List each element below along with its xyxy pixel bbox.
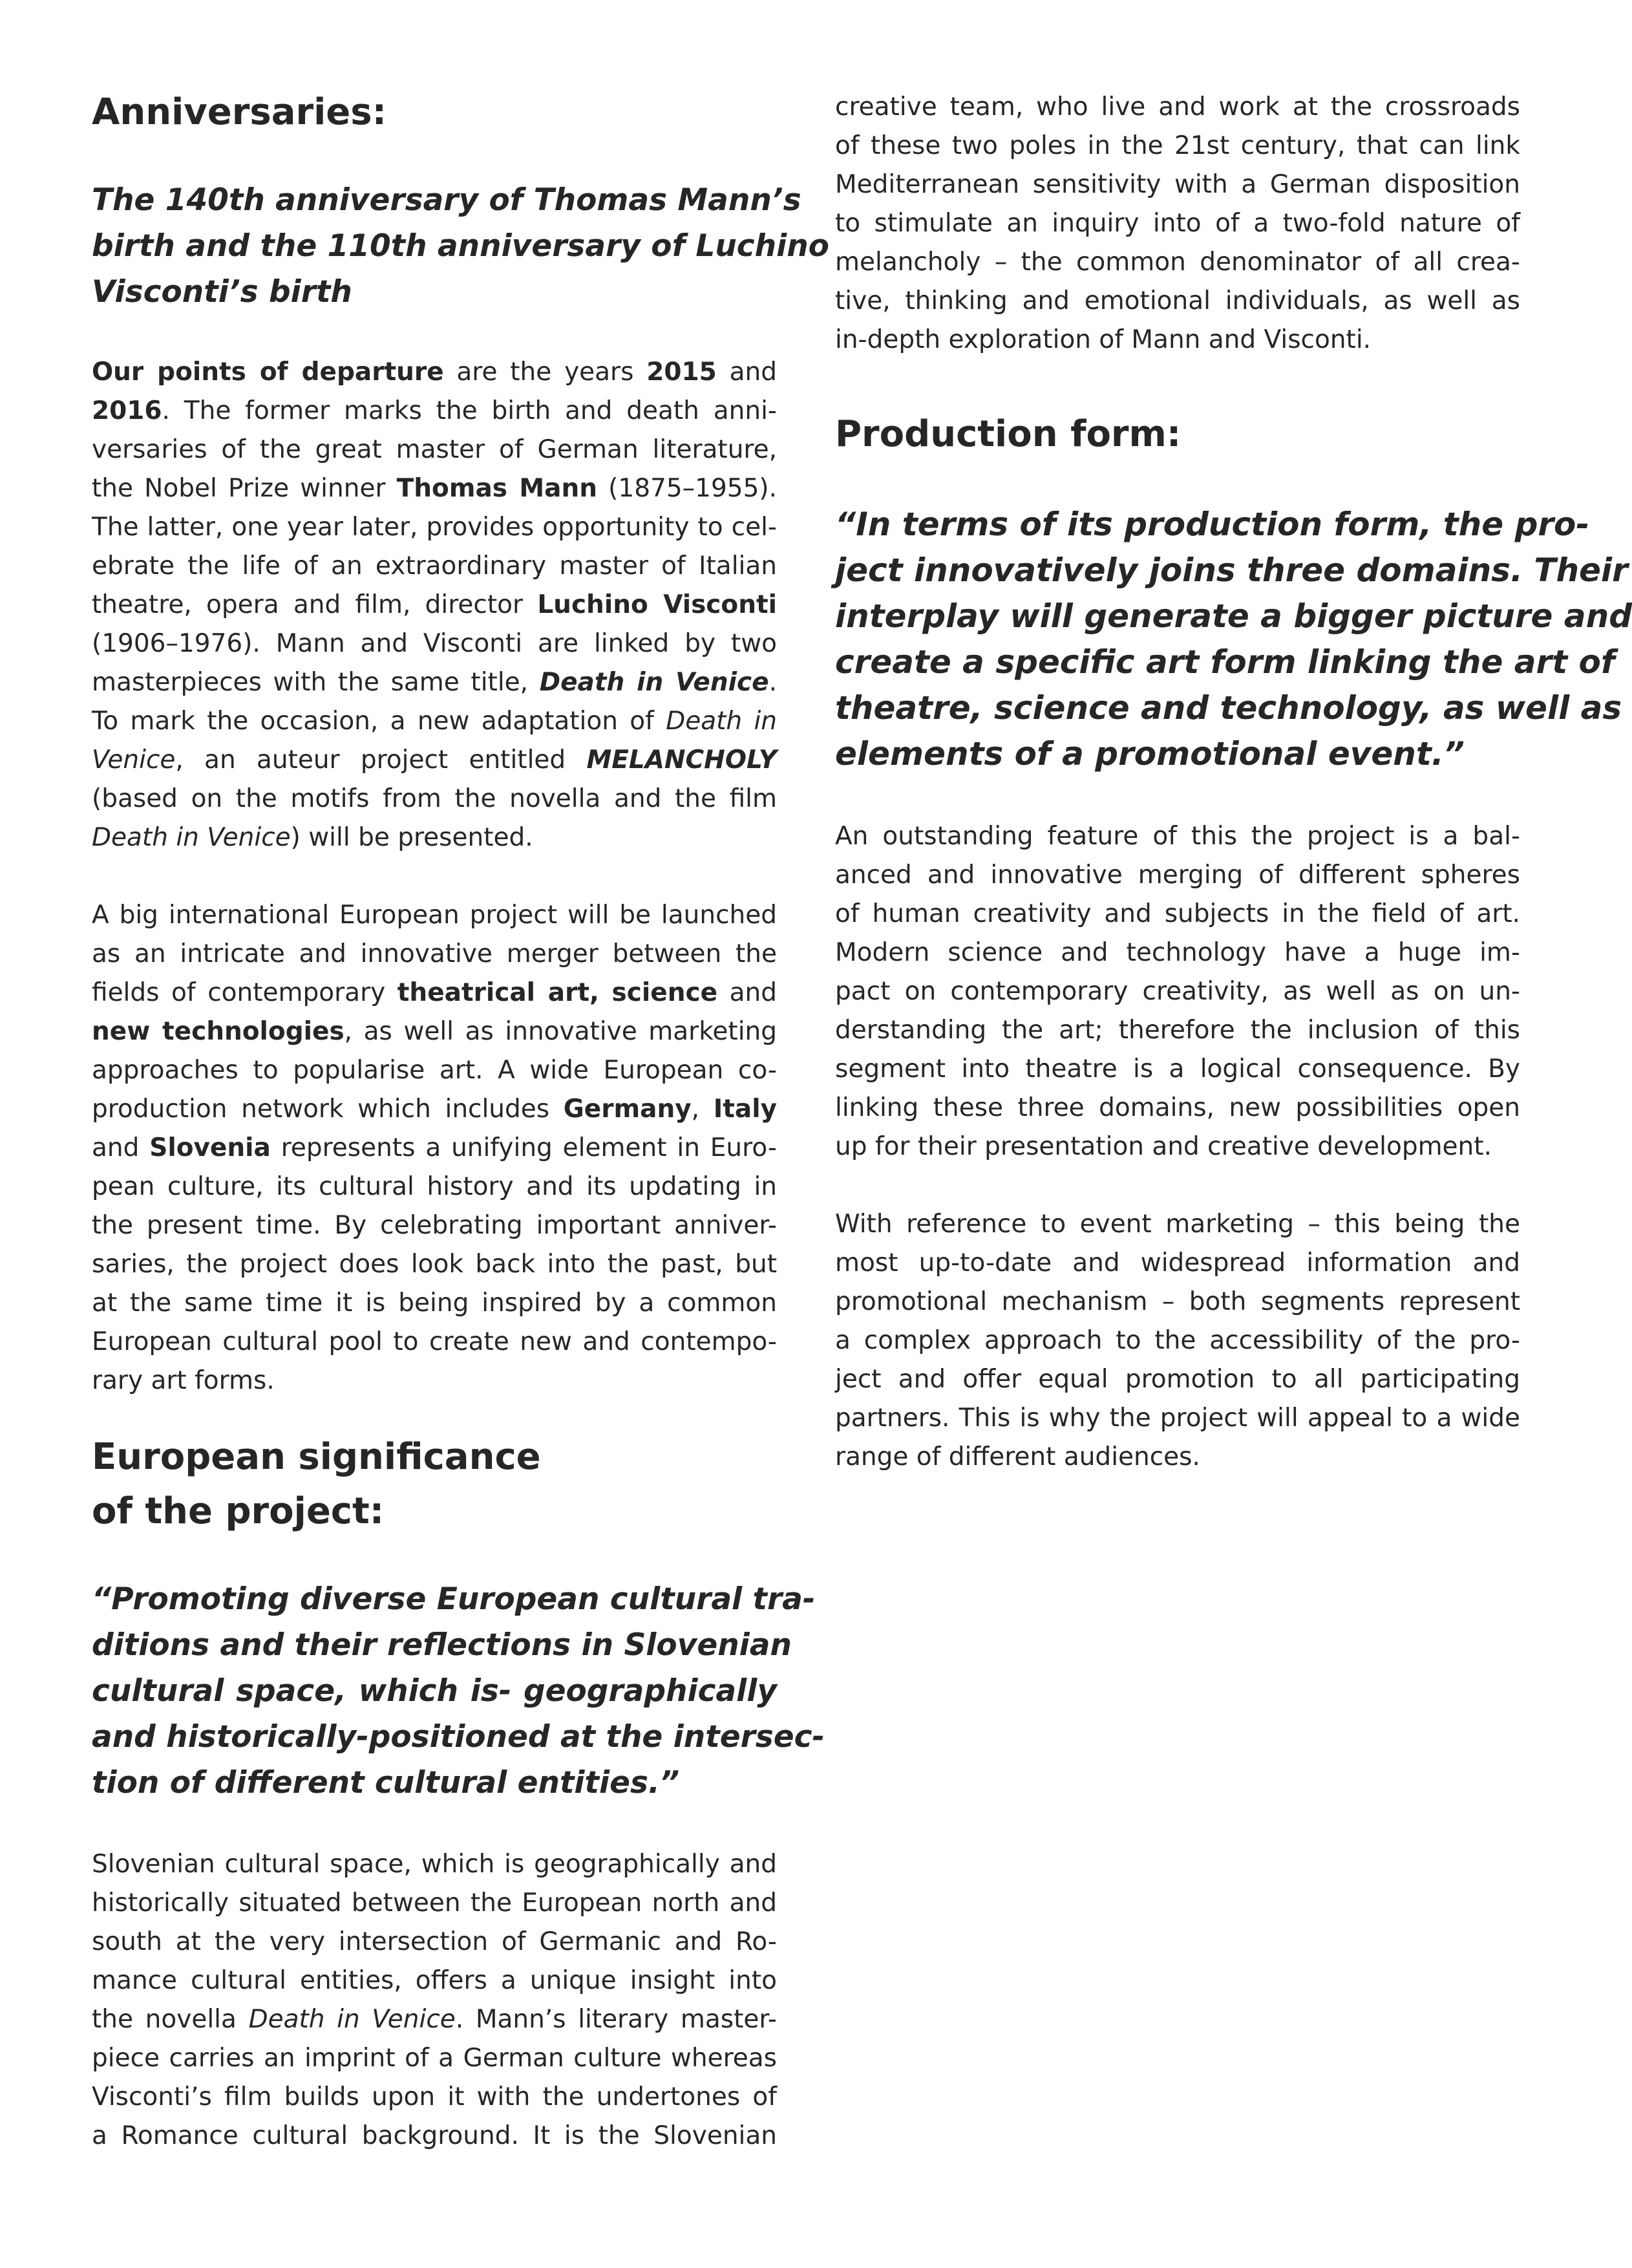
text-line: up for their presentation and creative development.	[835, 1132, 1492, 1161]
text: fields of contemporary	[92, 978, 397, 1007]
text-line: the present time. By celebrating important anniver-	[92, 1211, 777, 1240]
text-line: to stimulate an inquiry into of a two-fold nature of	[835, 209, 1520, 238]
text-line: pean culture, its cultural history and its updating in	[92, 1172, 777, 1201]
anniversaries-heading: Anniversaries:	[92, 91, 387, 133]
bold-text: 2016	[92, 396, 162, 425]
text: and	[92, 1133, 150, 1162]
text: , as well as innovative marketing	[344, 1017, 777, 1046]
text: , an auteur project entitled	[175, 745, 587, 775]
bold-text: Luchino Visconti	[537, 590, 777, 619]
text-line: A big international European project will be launched	[92, 901, 777, 930]
text-line: rary art forms.	[92, 1366, 275, 1395]
production-lead	[835, 502, 1632, 777]
lead-line: create a specific art form linking the art of	[835, 643, 1615, 681]
lead-line: and historically-positioned at the intersec-	[92, 1719, 825, 1755]
text-line: With reference to event marketing – this being the	[835, 1210, 1520, 1239]
text-line: Visconti’s film builds upon it with the undertones of	[92, 2082, 777, 2112]
text-line	[92, 1090, 777, 1129]
lead-line: elements of a promotional event.”	[835, 735, 1465, 773]
text: production network which includes	[92, 1095, 564, 1124]
text-line: historically situated between the European north and	[92, 1888, 777, 1918]
text-line: versaries of the great master of German literature,	[92, 435, 777, 464]
european-heading-line2: of the project:	[92, 1490, 385, 1532]
slovenian-paragraph	[92, 1845, 777, 2156]
european-heading-line1: European significance	[92, 1436, 541, 1478]
text-line	[92, 974, 777, 1012]
lead-line: theatre, science and technology, as well as	[835, 689, 1622, 727]
bold-text: Slovenia	[149, 1133, 271, 1162]
text-line: European cultural pool to create new and contempo-	[92, 1327, 777, 1356]
text: . The former marks the birth and death anni-	[162, 396, 777, 425]
text-line: of human creativity and subjects in the field of art.	[835, 899, 1520, 928]
text-line	[92, 1129, 777, 1168]
text: ) will be presented.	[290, 823, 533, 852]
lead-line: Visconti’s birth	[92, 274, 352, 310]
anniversaries-lead	[92, 177, 829, 315]
bold-text: theatrical art, science	[397, 978, 718, 1007]
text-line: a complex approach to the accessibility of the pro-	[835, 1326, 1520, 1355]
italic-text: Death in Venice	[248, 2005, 456, 2034]
text: and	[716, 358, 777, 387]
text-line: derstanding the art; therefore the inclusion of this	[835, 1016, 1520, 1045]
text-line: south at the very intersection of Germanic and Ro-	[92, 1927, 777, 1956]
bold-text: new technologies	[92, 1017, 344, 1046]
italic-text: Death in	[666, 707, 777, 736]
text: and	[717, 978, 777, 1007]
text-line: An outstanding feature of this the project is a bal-	[835, 822, 1520, 851]
text-line	[92, 469, 777, 508]
text-line: partners. This is why the project will appeal to a wide	[835, 1404, 1520, 1433]
text: .	[768, 668, 777, 697]
text-line: a Romance cultural background. It is the Slovenian	[92, 2121, 777, 2150]
lead-line: birth and the 110th anniversary of Luchino	[92, 228, 829, 264]
text-line: linking these three domains, new possibilities open	[835, 1093, 1520, 1122]
text: To mark the occasion, a new adaptation of	[92, 707, 666, 736]
text-line: most up-to-date and widespread information and	[835, 1248, 1520, 1278]
bold-text: Thomas Mann	[396, 474, 597, 503]
text-line: saries, the project does look back into the past, but	[92, 1250, 777, 1279]
text-line: The latter, one year later, provides opportunity to cel-	[92, 513, 777, 542]
text-line: as an intricate and innovative merger between the	[92, 939, 777, 968]
text-line: anced and innovative merging of different spheres	[835, 861, 1520, 890]
text-line: range of different audiences.	[835, 1442, 1200, 1471]
bold-text: 2015	[646, 358, 717, 387]
text: . Mann’s literary master-	[455, 2005, 777, 2034]
text-line	[92, 1012, 777, 1051]
lead-line: ditions and their reflections in Slovenian	[92, 1627, 792, 1663]
text-line: (1906–1976). Mann and Visconti are linked by two	[92, 629, 777, 658]
continuation-paragraph	[835, 88, 1520, 359]
text: masterpieces with the same title,	[92, 668, 540, 697]
text-line: tive, thinking and emotional individuals, as well as	[835, 286, 1520, 316]
european-lead	[92, 1576, 825, 1806]
text: (1875–1955).	[597, 474, 777, 503]
text: represents a unifying element in Euro-	[270, 1133, 777, 1162]
text: the Nobel Prize winner	[92, 474, 397, 503]
text-line: pact on contemporary creativity, as well as on un-	[835, 977, 1520, 1006]
text-line	[92, 2000, 777, 2039]
text-line: Slovenian cultural space, which is geographically and	[92, 1850, 777, 1879]
italic-text: Venice	[92, 745, 176, 775]
text-line: melancholy – the common denominator of all crea-	[835, 248, 1520, 277]
text: are the years	[443, 358, 647, 387]
text-line: segment into theatre is a logical consequence. By	[835, 1054, 1520, 1084]
lead-line: “Promoting diverse European cultural tra-	[92, 1581, 816, 1617]
text-line: (based on the motifs from the novella and the film	[92, 784, 777, 813]
marketing-paragraph	[835, 1205, 1520, 1477]
text: the novella	[92, 2005, 249, 2034]
text-line	[92, 392, 777, 431]
bold-italic-text: MELANCHOLY	[586, 745, 777, 775]
production-heading: Production form:	[835, 413, 1182, 455]
text-line	[92, 702, 777, 741]
text-line	[92, 818, 777, 857]
text-line: ject and offer equal promotion to all participating	[835, 1365, 1520, 1394]
italic-text: Death in Venice	[92, 823, 291, 852]
text-line: mance cultural entities, offers a unique insight into	[92, 1966, 777, 1995]
text-line: ebrate the life of an extraordinary master of Italian	[92, 551, 777, 581]
text-line: at the same time it is being inspired by a common	[92, 1289, 777, 1318]
feature-paragraph	[835, 817, 1520, 1166]
text-line	[92, 353, 777, 392]
text-line	[92, 741, 777, 780]
bold-text: Italy	[713, 1095, 777, 1124]
text-line: promotional mechanism – both segments represent	[835, 1287, 1520, 1316]
lead-line: ject innovatively joins three domains. Their	[835, 551, 1628, 589]
lead-line: tion of different cultural entities.”	[92, 1765, 680, 1801]
text-line: Mediterranean sensitivity with a German disposition	[835, 170, 1520, 199]
bold-italic-text: Death in Venice	[539, 668, 769, 697]
text-line: in-depth exploration of Mann and Visconti.	[835, 325, 1372, 354]
project-paragraph	[92, 896, 777, 1400]
bold-text: Germany	[563, 1095, 692, 1124]
text: theatre, opera and film, director	[92, 590, 538, 619]
lead-line: The 140th anniversary of Thomas Mann’s	[92, 182, 801, 218]
text: ,	[691, 1095, 714, 1124]
lead-line: cultural space, which is- geographically	[92, 1673, 777, 1709]
text-line: Modern science and technology have a huge im-	[835, 938, 1520, 967]
text-line: approaches to popularise art. A wide European co-	[92, 1056, 777, 1085]
text-line: creative team, who live and work at the crossroads	[835, 92, 1520, 122]
bold-text: Our points of departure	[92, 358, 444, 387]
lead-line: interplay will generate a bigger picture and	[835, 597, 1632, 635]
text-line: piece carries an imprint of a German culture whereas	[92, 2044, 777, 2073]
text-line	[92, 586, 777, 625]
text-line	[92, 663, 777, 702]
departure-paragraph	[92, 353, 777, 857]
text-line: of these two poles in the 21st century, that can link	[835, 131, 1520, 160]
lead-line: “In terms of its production form, the pro-	[835, 506, 1590, 543]
